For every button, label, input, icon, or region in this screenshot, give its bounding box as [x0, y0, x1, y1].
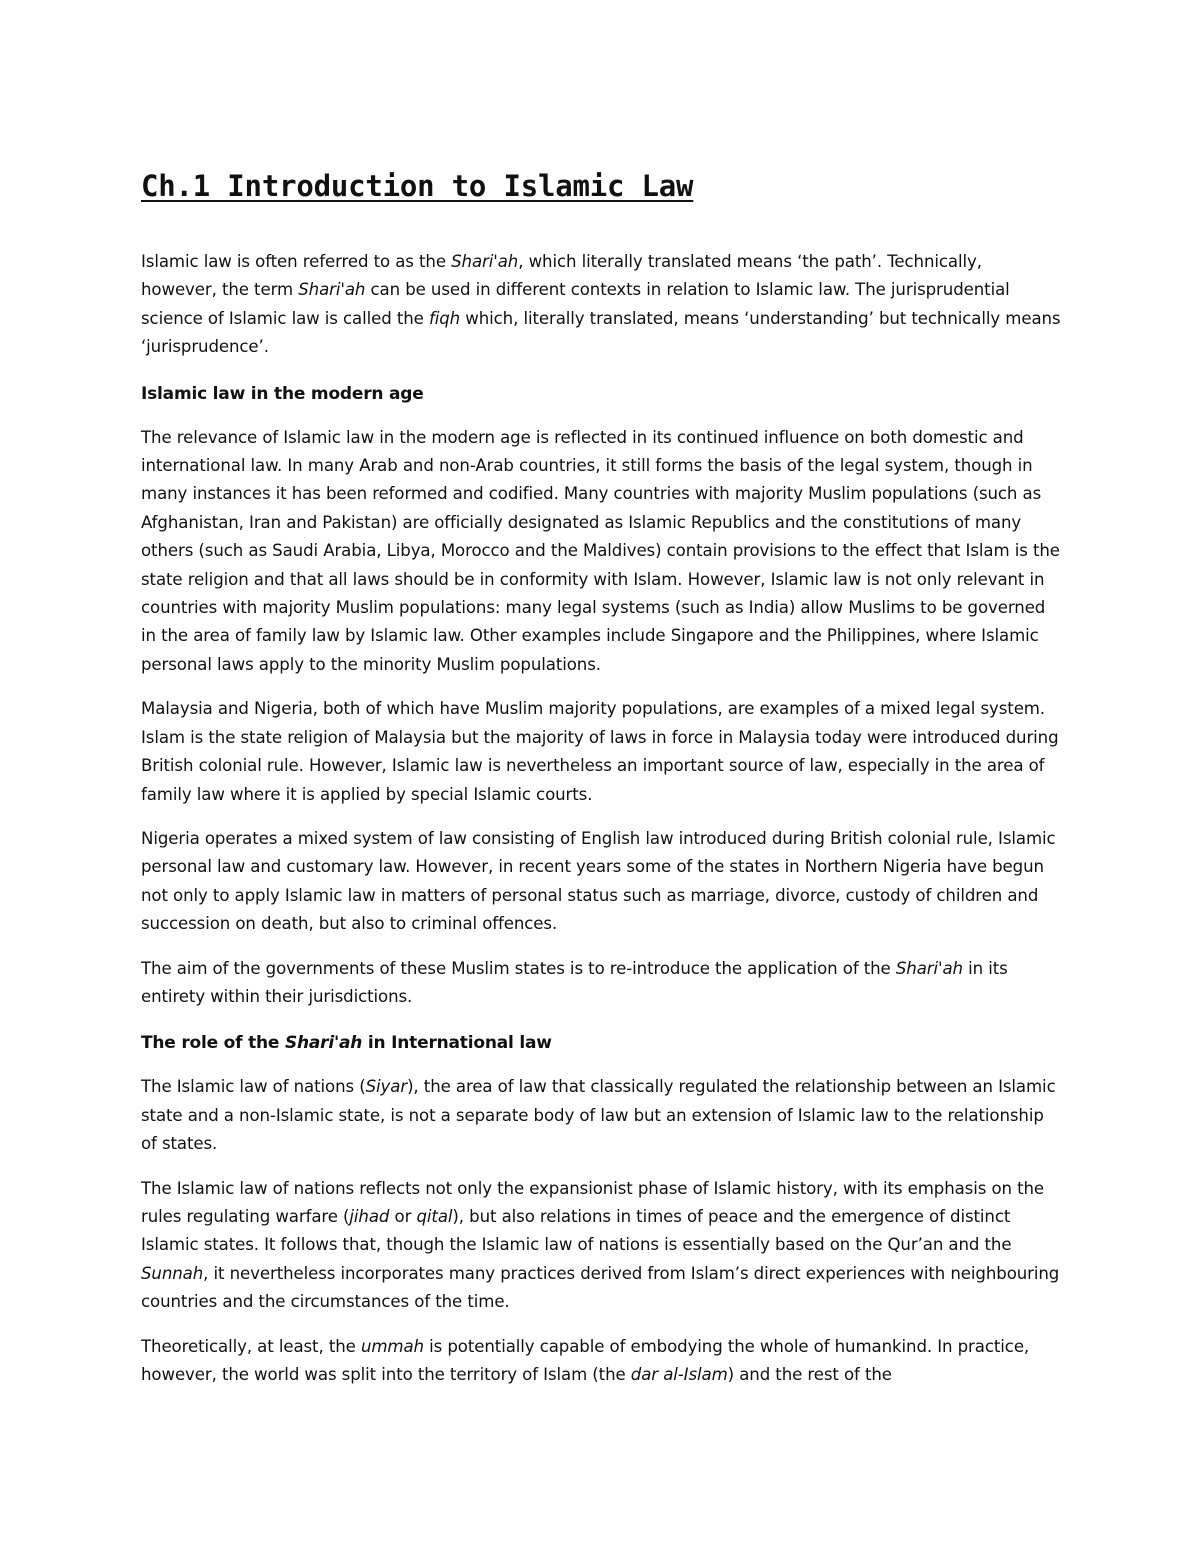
document-page	[141, 160, 1061, 1389]
term-shariah: Shari'ah	[895, 958, 963, 978]
document-title: Ch.1 Introduction to Islamic Law	[141, 169, 694, 203]
law-of-nations-paragraph	[141, 1175, 1061, 1317]
section-heading-modern-age: Islamic law in the modern age	[141, 383, 424, 404]
term-qital: qital	[416, 1206, 453, 1226]
heading-text: The role of the	[141, 1033, 285, 1054]
nations-text: or	[389, 1206, 417, 1226]
nations-text: The Islamic law of nations reflects not only the expansionist phase of Islamic history, with its emphasis on the rules regulating warfare (	[141, 1178, 1045, 1226]
term-dar-al-islam: dar al-Islam	[630, 1365, 728, 1384]
malaysia-paragraph: Malaysia and Nigeria, both of which have Muslim majority populations, are examples of a mixed legal system. Islam is the state religion of Malaysia but the majority of laws in force in Malaysia today were introduced during British colonial rule. However, Islamic law is nevertheless an important source of law, especially in the area of family law where it is applied by special Islamic courts.	[141, 699, 1059, 804]
heading-text: in International law	[362, 1033, 552, 1054]
intro-text: which, literally translated, means ‘understanding’ but technically means ‘jurisprudence’.	[141, 308, 1061, 357]
aim-text: in its entirety within their jurisdictions.	[141, 958, 1008, 1006]
term-shariah: Shari'ah	[298, 280, 366, 300]
term-sunnah: Sunnah	[141, 1263, 204, 1283]
siyar-text: The Islamic law of nations (	[141, 1077, 366, 1097]
term-fiqh: fiqh	[428, 308, 461, 328]
aim-text: The aim of the governments of these Muslim states is to re-introduce the application of the	[141, 958, 896, 978]
intro-paragraph	[141, 248, 1061, 362]
aim-paragraph	[141, 955, 1061, 1012]
section-heading-international-law	[141, 1029, 1061, 1057]
term-ummah: ummah	[360, 1336, 424, 1356]
intro-text: can be used in different contexts in relation to Islamic law. The jurisprudential science of Islamic law is called the	[141, 280, 1010, 328]
nigeria-paragraph: Nigeria operates a mixed system of law consisting of English law introduced during British colonial rule, Islamic personal law and customary law. However, in recent years some of the states in Northern Nigeria have begun not only to apply Islamic law in matters of personal status such as marriage, divorce, custody of children and succession on death, but also to criminal offences.	[141, 828, 1056, 934]
term-siyar: Siyar	[365, 1077, 408, 1097]
siyar-paragraph	[141, 1073, 1061, 1158]
siyar-text: ), the area of law that classically regulated the relationship between an Islamic state and a non-Islamic state, is not a separate body of law but an extension of Islamic law to the relationship of states.	[141, 1077, 1056, 1154]
ummah-text: is potentially capable of embodying the whole of humankind. In practice, however, the world was split into the territory of Islam (the	[141, 1336, 1030, 1384]
modern-age-paragraph: The relevance of Islamic law in the modern age is reflected in its continued influence on both domestic and international law. In many Arab and non-Arab countries, it still forms the basis of the legal system, though in many instances it has been reformed and codified. Many countries with majority Muslim populations (such as Afghanistan, Iran and Pakistan) are officially designated as Islamic Republics and the constitutions of many others (such as Saudi Arabia, Libya, Morocco and the Maldives) contain provisions to the effect that Islam is the state religion and that all laws should be in conformity with Islam. However, Islamic law is not only relevant in countries with majority Muslim populations: many legal systems (such as India) allow Muslims to be governed in the area of family law by Islamic law. Other examples include Singapore and the Philippines, where Islamic personal laws apply to the minority Muslim populations.	[141, 427, 1060, 674]
ummah-paragraph	[141, 1333, 1061, 1390]
term-shariah: Shari'ah	[284, 1033, 363, 1054]
nations-text: , it nevertheless incorporates many practices derived from Islam’s direct experiences with neighbouring countries and the circumstances of the time.	[141, 1263, 1060, 1312]
term-jihad: jihad	[349, 1206, 390, 1226]
intro-text: Islamic law is often referred to as the	[141, 252, 452, 271]
ummah-text: Theoretically, at least, the	[141, 1336, 361, 1356]
ummah-text: ) and the rest of the	[727, 1365, 892, 1384]
intro-text: , which literally translated means ‘the path’. Technically, however, the term	[141, 252, 982, 300]
term-shariah: Shari'ah	[451, 252, 519, 271]
nations-text: ), but also relations in times of peace and the emergence of distinct Islamic states. It follows that, though the Islamic law of nations is essentially based on the Qur’an and the	[141, 1206, 1012, 1255]
